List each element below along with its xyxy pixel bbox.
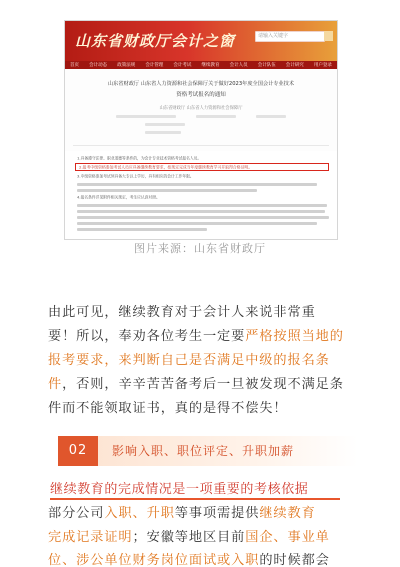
emphasis-text: 继续教育 (259, 506, 316, 521)
text: 由此可见，继续教育对于会计人来说非常重 (48, 305, 316, 320)
body-line: 1.具备遵守法律、职业道德等条件的，为会计专业技术资格考试报名人员。 (77, 156, 202, 161)
body-line: 3.中级资格参加考试须具备大专以上学历，具有相应的会计工作年限。 (77, 174, 194, 179)
notice-title-line2: 资格考试报名的通知 (176, 92, 226, 98)
site-search-input[interactable]: 请输入关键字 (255, 31, 325, 42)
meta-line (196, 115, 236, 118)
text-line (77, 216, 329, 219)
paragraph-line (48, 350, 358, 372)
emphasis-text: 位、涉公单位财务岗位面试或入职 (48, 553, 260, 567)
text-line (77, 222, 317, 225)
highlighted-line: 2.报考中级资格参加考试人员应具备继续教育要求，按规定完成当年度继续教育学习并取得合格证明。 (79, 164, 253, 170)
section-title: 影响入职、职位评定、升职加薪 (112, 444, 295, 458)
emphasis-text: 件 (48, 377, 63, 392)
paragraph-line (48, 550, 358, 567)
meta-line (256, 115, 286, 118)
text-line (77, 204, 327, 207)
notice-body (65, 154, 337, 239)
text-line (77, 210, 325, 213)
nav-item[interactable]: 会计研究 (285, 63, 304, 68)
paragraph-line (48, 527, 358, 549)
text-line (77, 189, 257, 192)
text: 等事项需提供 (174, 506, 260, 521)
text: 部分公司 (48, 506, 105, 521)
emphasis-text: 报考要求，来判断自己是否满足中级的报名条 (48, 353, 330, 368)
text-line (77, 228, 207, 231)
emphasis-text: 严格按照当地的 (245, 329, 344, 344)
nav-item[interactable]: 继续教育 (201, 63, 220, 68)
image-caption: 图片来源：山东省财政厅 (134, 242, 266, 255)
paragraph-line (48, 398, 358, 420)
nav-item[interactable]: 会计考试 (173, 63, 192, 68)
meta-lines (85, 131, 338, 135)
paragraph-line (48, 503, 358, 525)
site-logo: 山东省财政厅会计之窗 (75, 32, 236, 50)
notice-title-line1: 山东省财政厅 山东省人力资源和社会保障厅关于做好2023年度全国会计专业技术 (107, 81, 295, 87)
text: 要！所以，奉劝各位考生一定要 (48, 329, 246, 344)
subheading: 继续教育的完成情况是一项重要的考核依据 (50, 482, 309, 497)
text: 的时候都会 (259, 553, 330, 567)
text-line (77, 183, 317, 186)
meta-lines (85, 123, 338, 127)
notice-meta: 山东省财政厅 山东省人力资源和社会保障厅 (159, 106, 243, 111)
nav-item[interactable]: 会计动态 (89, 63, 108, 68)
nav-item[interactable]: 会计人员 (229, 63, 248, 68)
meta-line (145, 123, 185, 126)
divider (73, 145, 329, 146)
section-number-badge: 02 (58, 436, 98, 466)
emphasis-text: 入职、升职 (104, 506, 175, 521)
emphasis-text: 国企、事业单 (245, 530, 330, 545)
section-header (58, 436, 358, 466)
site-nav (65, 61, 337, 69)
meta-line (145, 131, 181, 134)
text: ；安徽等地区目前 (132, 530, 246, 545)
embedded-screenshot (64, 20, 338, 240)
text: ，否则，辛辛苦苦备考后一旦被发现不满足条 (62, 377, 344, 392)
notice-header (65, 69, 337, 151)
nav-item[interactable]: 用户登录 (313, 63, 332, 68)
nav-item[interactable]: 政策法规 (117, 63, 136, 68)
site-search-button[interactable] (324, 31, 333, 41)
nav-item[interactable]: 会计管理 (145, 63, 164, 68)
meta-line (116, 115, 176, 118)
meta-lines (85, 115, 317, 119)
emphasis-text: 完成记录证明 (48, 530, 133, 545)
nav-item[interactable]: 首页 (70, 63, 80, 68)
paragraph-line (48, 374, 358, 396)
paragraph-line (48, 302, 358, 324)
paragraph-line (48, 326, 358, 348)
site-banner (65, 21, 337, 61)
nav-item[interactable]: 会计队伍 (257, 63, 276, 68)
body-line: 4.报名条件详见附件相关规定，考生应认真对照。 (77, 195, 160, 200)
subheading-underline (50, 498, 340, 500)
text: 件而不能领取证书，真的是得不偿失！ (48, 401, 288, 416)
